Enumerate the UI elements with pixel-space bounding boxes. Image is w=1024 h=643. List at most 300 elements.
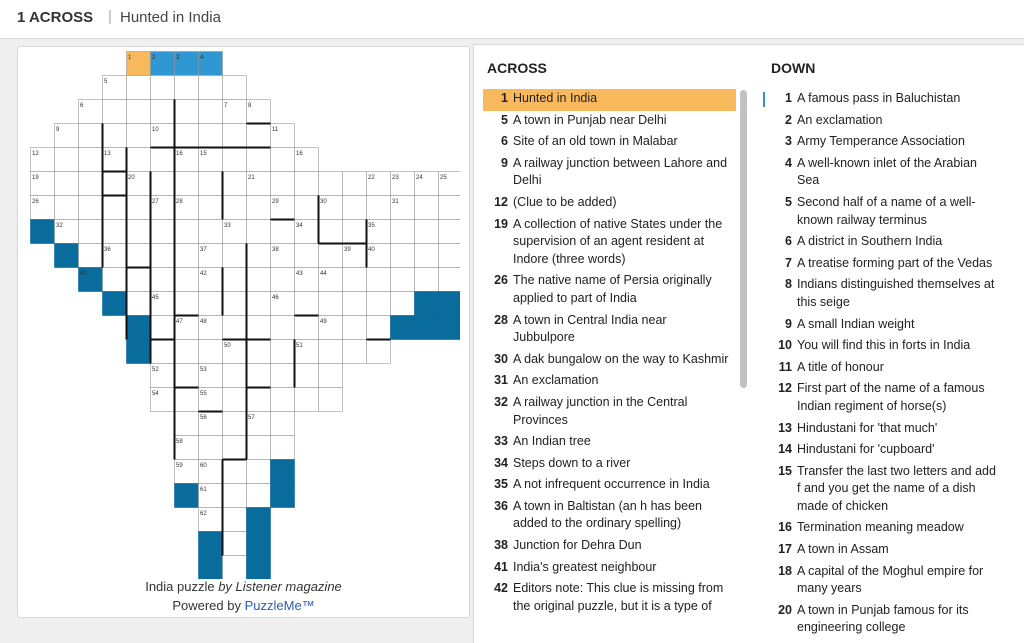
- grid-cell[interactable]: [367, 292, 391, 316]
- across-clue[interactable]: [483, 432, 736, 454]
- clue-number: 16: [778, 520, 792, 535]
- grid-cell[interactable]: [247, 148, 271, 172]
- across-clue[interactable]: [483, 497, 736, 536]
- grid-cell[interactable]: [319, 364, 343, 388]
- clue-text: Junction for Dehra Dun: [513, 538, 642, 553]
- grid-cell[interactable]: [175, 76, 199, 100]
- grid-cell[interactable]: [247, 316, 271, 340]
- grid-cell[interactable]: [439, 268, 461, 292]
- grid-cell[interactable]: [271, 268, 295, 292]
- grid-sea-cell: [391, 316, 415, 340]
- grid-sea-cell: [247, 508, 271, 532]
- cell-number: 38: [272, 247, 279, 253]
- clue-number: 34: [494, 455, 508, 470]
- grid-cell[interactable]: [367, 316, 391, 340]
- cell-number: 43: [296, 271, 303, 277]
- grid-cell[interactable]: [199, 124, 223, 148]
- grid-cell[interactable]: [175, 244, 199, 268]
- clue-text: Hindustani for 'that much': [797, 420, 938, 435]
- grid-cell[interactable]: [439, 220, 461, 244]
- grid-cell[interactable]: [247, 220, 271, 244]
- down-clue[interactable]: [767, 601, 1007, 640]
- grid-cell[interactable]: [55, 172, 79, 196]
- clue-number: 2: [785, 112, 792, 127]
- grid-cell[interactable]: [199, 340, 223, 364]
- caption-author: by Listener magazine: [218, 579, 342, 594]
- grid-sea-cell: [127, 340, 151, 364]
- clue-number: 20: [778, 602, 792, 617]
- cell-number: 8: [248, 103, 252, 109]
- grid-cell[interactable]: [199, 292, 223, 316]
- grid-cell[interactable]: [151, 100, 175, 124]
- grid-cell[interactable]: [127, 100, 151, 124]
- grid-sea-cell: [247, 556, 271, 580]
- cell-number: 11: [272, 127, 279, 133]
- cell-number: 4: [200, 55, 204, 61]
- cell-number: 47: [176, 319, 183, 325]
- grid-cell[interactable]: [247, 436, 271, 460]
- clue-number: 4: [785, 155, 792, 170]
- cell-number: 9: [56, 127, 60, 133]
- cell-number: 41: [80, 271, 87, 277]
- clue-text: An Indian tree: [513, 434, 591, 449]
- grid-sea-cell: [175, 484, 199, 508]
- puzzleme-link[interactable]: PuzzleMe™: [244, 598, 315, 613]
- clue-number: 3: [785, 134, 792, 149]
- grid-cell[interactable]: [271, 316, 295, 340]
- grid-cell[interactable]: [175, 340, 199, 364]
- grid-cell[interactable]: [295, 364, 319, 388]
- clue-number: 42: [494, 581, 508, 596]
- grid-cell[interactable]: [223, 148, 247, 172]
- across-clue[interactable]: [483, 132, 736, 154]
- grid-cell[interactable]: [199, 76, 223, 100]
- grid-cell[interactable]: [151, 76, 175, 100]
- cell-number: 42: [200, 271, 207, 277]
- cell-number: 19: [32, 175, 39, 181]
- clue-number: 28: [494, 312, 508, 327]
- grid-cell[interactable]: [343, 340, 367, 364]
- grid-sea-cell: [271, 460, 295, 484]
- across-clue[interactable]: [483, 193, 736, 215]
- clue-text: Termination meaning meadow: [797, 520, 964, 535]
- grid-cell[interactable]: [415, 196, 439, 220]
- across-clue[interactable]: [483, 111, 736, 133]
- clues-panel: [473, 44, 1024, 643]
- cell-number: 59: [176, 463, 183, 469]
- grid-cell[interactable]: [151, 268, 175, 292]
- grid-cell[interactable]: [343, 220, 367, 244]
- grid-cell[interactable]: [271, 364, 295, 388]
- across-clue[interactable]: [483, 558, 736, 580]
- grid-cell[interactable]: [319, 220, 343, 244]
- clue-number: 17: [778, 542, 792, 557]
- grid-cell[interactable]: [151, 148, 175, 172]
- clue-number: 6: [785, 234, 792, 249]
- cell-number: 55: [200, 391, 207, 397]
- clue-text: The native name of Persia originally applied to part of India: [513, 273, 712, 305]
- grid-cell[interactable]: [175, 268, 199, 292]
- grid-cell[interactable]: [127, 76, 151, 100]
- cell-number: 16: [176, 151, 183, 157]
- cell-number: 10: [152, 127, 159, 133]
- cell-number: 35: [368, 223, 375, 229]
- puzzle-caption: [18, 579, 469, 594]
- clue-number: 13: [778, 420, 792, 435]
- clue-number: 35: [494, 477, 508, 492]
- grid-cell[interactable]: [103, 100, 127, 124]
- clue-text: A town in Central India near Jubbulpore: [513, 312, 667, 345]
- grid-cell[interactable]: [127, 196, 151, 220]
- cell-number: 62: [200, 511, 207, 517]
- cell-number: 26: [32, 199, 39, 205]
- clue-text: Army Temperance Association: [797, 134, 965, 149]
- grid-cell[interactable]: [247, 364, 271, 388]
- grid-cell[interactable]: [343, 172, 367, 196]
- across-clue[interactable]: [483, 475, 736, 497]
- grid-cell[interactable]: [223, 484, 247, 508]
- grid-cell[interactable]: [415, 268, 439, 292]
- grid-cell[interactable]: [127, 148, 151, 172]
- grid-cell[interactable]: [103, 172, 127, 196]
- grid-cell[interactable]: [295, 316, 319, 340]
- down-clue[interactable]: [767, 562, 1007, 601]
- grid-cell[interactable]: [223, 556, 247, 580]
- grid-cell[interactable]: [319, 340, 343, 364]
- across-clue[interactable]: [483, 371, 736, 393]
- down-clue[interactable]: [767, 358, 1007, 380]
- grid-cell[interactable]: [223, 172, 247, 196]
- grid-cell[interactable]: [271, 148, 295, 172]
- grid-cell[interactable]: [127, 268, 151, 292]
- cell-number: 1: [128, 55, 132, 61]
- grid-cell[interactable]: [151, 340, 175, 364]
- cell-number: 31: [392, 199, 399, 205]
- grid-cell[interactable]: [391, 268, 415, 292]
- clue-text: A district in Southern India: [797, 234, 943, 249]
- grid-cell[interactable]: [223, 364, 247, 388]
- current-clue-text: Hunted in India: [120, 9, 221, 26]
- clue-text: Editors note: This clue is missing from the original puzzle, but it is a type of: [513, 581, 724, 613]
- grid-cell[interactable]: [343, 316, 367, 340]
- across-clue[interactable]: [483, 536, 736, 558]
- clue-number: 9: [785, 316, 792, 331]
- cell-number: 56: [200, 415, 207, 421]
- grid-cell[interactable]: [175, 364, 199, 388]
- clue-text: A town in Punjab famous for its engineering college: [797, 602, 969, 635]
- grid-sea-cell: [247, 532, 271, 556]
- cell-number: 53: [200, 367, 207, 373]
- cell-number: 49: [320, 319, 327, 325]
- clue-text: A title of honour: [797, 359, 884, 374]
- clue-text: Hindustani for 'cupboard': [797, 442, 935, 457]
- grid-cell[interactable]: [175, 412, 199, 436]
- across-scrollbar[interactable]: [740, 90, 747, 388]
- down-clue[interactable]: [767, 379, 1007, 418]
- grid-cell[interactable]: [151, 172, 175, 196]
- clue-text: An exclamation: [797, 112, 883, 127]
- grid-cell[interactable]: [343, 268, 367, 292]
- cell-number: 33: [224, 223, 231, 229]
- grid-cell[interactable]: [247, 388, 271, 412]
- grid-cell[interactable]: [151, 316, 175, 340]
- grid-cell[interactable]: [199, 172, 223, 196]
- grid-cell[interactable]: [79, 196, 103, 220]
- clue-text: Transfer the last two letters and add f and you get the name of a dish made of chicken: [797, 463, 996, 513]
- down-clue[interactable]: [767, 275, 1007, 314]
- grid-cell[interactable]: [343, 292, 367, 316]
- across-clue[interactable]: [483, 454, 736, 476]
- clue-number: 38: [494, 538, 508, 553]
- across-clue[interactable]: [483, 271, 736, 310]
- clue-text: A town in Baltistan (an h has been added to the ordinary spelling): [513, 498, 703, 531]
- grid-cell[interactable]: [271, 340, 295, 364]
- grid-cell[interactable]: [271, 388, 295, 412]
- cell-number: 44: [320, 271, 327, 277]
- down-clue[interactable]: [767, 336, 1007, 358]
- cell-number: 12: [32, 151, 39, 157]
- grid-cell[interactable]: [175, 292, 199, 316]
- down-clue[interactable]: [767, 518, 1007, 540]
- grid-cell[interactable]: [223, 388, 247, 412]
- down-clue[interactable]: [767, 193, 1007, 232]
- grid-cell[interactable]: [223, 316, 247, 340]
- grid-cell[interactable]: [175, 388, 199, 412]
- cell-number: 20: [128, 175, 135, 181]
- grid-cell[interactable]: [199, 100, 223, 124]
- grid-cell[interactable]: [271, 412, 295, 436]
- clue-number: 8: [785, 277, 792, 292]
- grid-cell[interactable]: [79, 172, 103, 196]
- down-clue[interactable]: [767, 132, 1007, 154]
- clue-number: 12: [778, 381, 792, 396]
- clue-number: 12: [494, 194, 508, 209]
- grid-cell[interactable]: [79, 244, 103, 268]
- powered-by-label: Powered by: [172, 598, 245, 613]
- grid-cell[interactable]: [127, 220, 151, 244]
- cell-number: 25: [440, 175, 447, 181]
- caption-title: India puzzle: [145, 579, 219, 594]
- grid-cell[interactable]: [55, 148, 79, 172]
- grid-cell[interactable]: [175, 220, 199, 244]
- down-clue[interactable]: [767, 111, 1007, 133]
- cell-number: 60: [200, 463, 207, 469]
- grid-cell[interactable]: [223, 124, 247, 148]
- down-clue[interactable]: [767, 89, 1007, 111]
- cell-number: 27: [152, 199, 159, 205]
- grid-cell[interactable]: [127, 244, 151, 268]
- grid-cell[interactable]: [223, 436, 247, 460]
- grid-sea-cell: [31, 220, 55, 244]
- clue-number: 1: [785, 91, 792, 105]
- grid-cell[interactable]: [247, 244, 271, 268]
- grid-cell[interactable]: [223, 268, 247, 292]
- clue-text: A famous pass in Baluchistan: [797, 91, 961, 105]
- clue-text: (Clue to be added): [513, 194, 617, 209]
- clue-text: A town in Assam: [797, 542, 889, 557]
- clue-text: Second half of a name of a well-known railway terminus: [797, 194, 976, 227]
- grid-cell[interactable]: [271, 172, 295, 196]
- grid-cell[interactable]: [247, 484, 271, 508]
- grid-cell[interactable]: [199, 436, 223, 460]
- cell-number: 32: [56, 223, 63, 229]
- across-clue[interactable]: [483, 89, 736, 111]
- grid-cell[interactable]: [247, 124, 271, 148]
- clue-text: A capital of the Moghul empire for many years: [797, 563, 984, 596]
- cell-number: 24: [416, 175, 423, 181]
- grid-cell[interactable]: [103, 196, 127, 220]
- clue-text: A collection of native States under the supervision of an agent resident at Indore (three words): [513, 216, 723, 266]
- grid-cell[interactable]: [319, 172, 343, 196]
- grid-cell[interactable]: [343, 196, 367, 220]
- clue-text: A well-known inlet of the Arabian Sea: [797, 155, 977, 188]
- clue-number: 6: [501, 134, 508, 149]
- grid-cell[interactable]: [367, 196, 391, 220]
- cell-number: 5: [104, 79, 108, 85]
- grid-sea-cell: [439, 292, 461, 316]
- cell-number: 36: [104, 247, 111, 253]
- grid-cell[interactable]: [103, 220, 127, 244]
- clue-text: First part of the name of a famous Indian regiment of horse(s): [797, 381, 985, 413]
- clue-text: Steps down to a river: [513, 455, 631, 470]
- clue-number: 19: [494, 216, 508, 231]
- grid-cell[interactable]: [223, 532, 247, 556]
- crossword-grid[interactable]: [30, 51, 460, 579]
- clue-text: India's greatest neighbour: [513, 559, 657, 574]
- grid-cell[interactable]: [439, 244, 461, 268]
- grid-cell[interactable]: [175, 100, 199, 124]
- grid-cell[interactable]: [199, 196, 223, 220]
- grid-cell[interactable]: [55, 196, 79, 220]
- down-clue[interactable]: [767, 315, 1007, 337]
- grid-cell[interactable]: [247, 268, 271, 292]
- current-clue-number: 1 ACROSS: [17, 9, 94, 26]
- grid-cell[interactable]: [199, 220, 223, 244]
- grid-cell[interactable]: [391, 244, 415, 268]
- grid-cell[interactable]: [271, 436, 295, 460]
- down-clue[interactable]: [767, 419, 1007, 441]
- grid-cell[interactable]: [295, 292, 319, 316]
- cell-number: 7: [224, 103, 228, 109]
- clue-number: 18: [778, 563, 792, 578]
- cell-number: 6: [80, 103, 84, 109]
- grid-cell[interactable]: [295, 388, 319, 412]
- grid-cell[interactable]: [175, 124, 199, 148]
- grid-sea-cell: [103, 292, 127, 316]
- down-clue[interactable]: [767, 440, 1007, 462]
- across-clue[interactable]: [483, 311, 736, 350]
- grid-sea-cell: [415, 292, 439, 316]
- grid-cell[interactable]: [151, 244, 175, 268]
- clue-text: A town in Punjab near Delhi: [513, 112, 667, 127]
- clue-text: You will find this in forts in India: [797, 338, 971, 353]
- cell-number: 22: [368, 175, 375, 181]
- cell-number: 29: [272, 199, 279, 205]
- grid-cell[interactable]: [103, 124, 127, 148]
- grid-cell[interactable]: [223, 508, 247, 532]
- clue-number: 11: [778, 359, 792, 374]
- grid-sea-cell: [271, 484, 295, 508]
- header-bar: [0, 0, 1024, 39]
- across-clue[interactable]: [483, 393, 736, 432]
- grid-cell[interactable]: [79, 220, 103, 244]
- clue-text: A not infrequent occurrence in India: [513, 477, 710, 492]
- grid-cell[interactable]: [127, 292, 151, 316]
- clue-number: 26: [494, 273, 508, 288]
- cell-number: 3: [176, 55, 180, 61]
- grid-cell[interactable]: [247, 460, 271, 484]
- grid-cell[interactable]: [295, 172, 319, 196]
- grid-cell[interactable]: [151, 220, 175, 244]
- grid-cell[interactable]: [319, 244, 343, 268]
- grid-cell[interactable]: [367, 268, 391, 292]
- clue-text: A small Indian weight: [797, 316, 915, 331]
- cell-number: 58: [176, 439, 183, 445]
- grid-cell[interactable]: [271, 220, 295, 244]
- clue-number: 41: [494, 559, 508, 574]
- across-clue[interactable]: [483, 350, 736, 372]
- grid-cell[interactable]: [223, 460, 247, 484]
- down-clue[interactable]: [767, 254, 1007, 276]
- cell-number: 39: [344, 247, 351, 253]
- grid-cell[interactable]: [319, 292, 343, 316]
- down-clue[interactable]: [767, 154, 1007, 193]
- grid-cell[interactable]: [439, 196, 461, 220]
- across-clue[interactable]: [483, 215, 736, 272]
- grid-cell[interactable]: [247, 340, 271, 364]
- grid-sea-cell: [415, 316, 439, 340]
- clue-number: 5: [501, 112, 508, 127]
- grid-cell[interactable]: [79, 124, 103, 148]
- grid-cell[interactable]: [223, 196, 247, 220]
- down-clue[interactable]: [767, 462, 1007, 519]
- grid-cell[interactable]: [223, 244, 247, 268]
- grid-cell[interactable]: [391, 220, 415, 244]
- grid-cell[interactable]: [247, 196, 271, 220]
- cell-number: 21: [248, 175, 255, 181]
- clue-text: Indians distinguished themselves at this seige: [797, 277, 995, 309]
- grid-cell[interactable]: [319, 388, 343, 412]
- clue-number: 9: [501, 155, 508, 170]
- grid-cell[interactable]: [415, 244, 439, 268]
- grid-cell[interactable]: [295, 244, 319, 268]
- grid-cell[interactable]: [415, 220, 439, 244]
- grid-cell[interactable]: [103, 268, 127, 292]
- cell-number: 13: [104, 151, 111, 157]
- down-clue[interactable]: [767, 232, 1007, 254]
- grid-cell[interactable]: [295, 196, 319, 220]
- cell-number: 28: [176, 199, 183, 205]
- grid-cell[interactable]: [79, 148, 103, 172]
- grid-cell[interactable]: [223, 76, 247, 100]
- grid-cell[interactable]: [247, 292, 271, 316]
- grid-cell[interactable]: [223, 292, 247, 316]
- down-clue[interactable]: [767, 540, 1007, 562]
- clue-number: 1: [501, 91, 508, 105]
- clue-text: Hunted in India: [513, 91, 598, 105]
- cell-number: 40: [368, 247, 375, 253]
- cell-number: 48: [200, 319, 207, 325]
- grid-cell[interactable]: [175, 172, 199, 196]
- clue-number: 14: [778, 442, 792, 457]
- grid-cell[interactable]: [391, 292, 415, 316]
- grid-cell[interactable]: [367, 340, 391, 364]
- across-clue[interactable]: [483, 579, 736, 618]
- across-clue[interactable]: [483, 154, 736, 193]
- clue-number: 7: [785, 255, 792, 270]
- grid-cell[interactable]: [127, 124, 151, 148]
- grid-cell[interactable]: [223, 412, 247, 436]
